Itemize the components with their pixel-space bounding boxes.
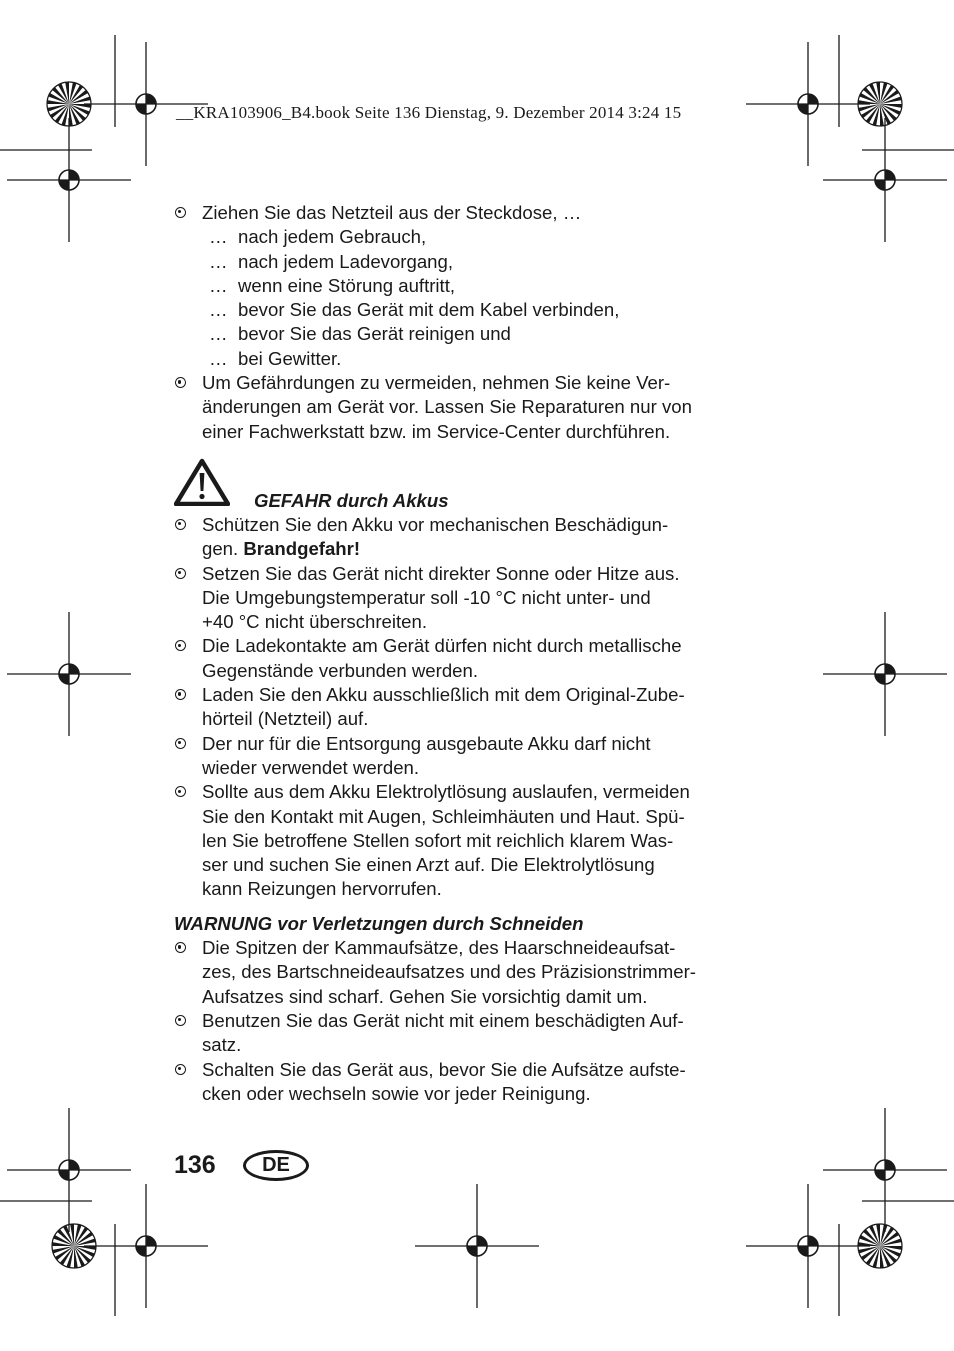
registration-crosshair-icon [415,1184,539,1308]
registration-crosshair-icon [823,1108,947,1232]
bullet-line: änderungen am Gerät vor. Lassen Sie Reparaturen nur von [202,396,692,418]
bullet-line: wieder verwendet werden. [202,756,420,778]
bullet-line: Sollte aus dem Akku Elektrolytlösung auslaufen, vermeiden [202,781,690,803]
ellipsis-marker: … [209,299,228,321]
warning-triangle-icon [174,458,230,506]
sub-item [174,274,734,298]
page-content [174,201,734,1106]
circled-dot-bullet-icon [175,786,186,797]
sub-item [174,347,734,371]
bullet-line: zes, des Bartschneideaufsatzes und des Präzisionstrimmer- [202,961,696,983]
registration-crosshair-icon [7,612,131,736]
bullet-line: Aufsatzes sind scharf. Gehen Sie vorsichtig damit um. [202,985,648,1007]
bullet-line: +40 °C nicht überschreiten. [202,611,428,633]
danger-item [174,683,734,732]
sub-item-text: bevor Sie das Gerät reinigen und [238,323,511,345]
bullet-line: Benutzen Sie das Gerät nicht mit einem beschädigten Auf- [202,1009,684,1031]
sub-item-text: nach jedem Ladevorgang, [238,250,454,272]
ellipsis-marker: … [209,250,228,272]
circled-dot-bullet-icon [175,377,186,388]
registration-crosshair-icon [7,1108,131,1232]
language-badge: DE [243,1150,309,1181]
danger-item [174,732,734,781]
bullet-line: Laden Sie den Akku ausschließlich mit dem Original-Zube- [202,684,685,706]
danger-item [174,780,734,901]
warning-item [174,936,734,1009]
circled-dot-bullet-icon [175,942,186,953]
ellipsis-marker: … [209,323,228,345]
registration-crosshair-icon [823,612,947,736]
circled-dot-bullet-icon [175,1064,186,1075]
circled-dot-bullet-icon [175,689,186,700]
page-number: 136 [174,1151,216,1179]
bullet-line: Sie den Kontakt mit Augen, Schleimhäuten und Haut. Spü- [202,805,685,827]
registration-crosshair-icon [746,42,870,166]
circled-dot-bullet-icon [175,640,186,651]
warning-item [174,1058,734,1107]
ellipsis-marker: … [209,226,228,248]
sub-item-text: bevor Sie das Gerät mit dem Kabel verbinden, [238,299,620,321]
circled-dot-bullet-icon [175,738,186,749]
sub-item-text: wenn eine Störung auftritt, [238,274,456,296]
bullet-line: Die Spitzen der Kammaufsätze, des Haarschneideaufsat- [202,937,676,959]
print-header-line: __KRA103906_B4.book Seite 136 Dienstag, 9. Dezember 2014 3:24 15 [176,103,682,122]
danger-item [174,513,734,562]
registration-crosshair-icon [823,118,947,242]
danger-title: GEFAHR durch Akkus [254,489,449,511]
circled-dot-bullet-icon [175,1015,186,1026]
sub-item [174,298,734,322]
bullet-line: Die Ladekontakte am Gerät dürfen nicht durch metallische [202,635,682,657]
registration-crosshair-icon [746,1184,870,1308]
warning-item [174,1009,734,1058]
bullet-unplug [174,201,734,225]
bullet-line-text: gen. [202,538,244,560]
ellipsis-marker: … [209,274,228,296]
bullet-line: Schützen Sie den Akku vor mechanischen Beschädigun- [202,513,669,535]
danger-heading [174,446,734,513]
bullet-text: Ziehen Sie das Netzteil aus der Steckdose, … [202,202,582,223]
ellipsis-marker: … [209,347,228,369]
registration-crosshair-icon [84,1184,208,1308]
bullet-line: Schalten Sie das Gerät aus, bevor Sie die Aufsätze aufste- [202,1058,686,1080]
bullet-line: Gegenstände verbunden werden. [202,659,479,681]
circled-dot-bullet-icon [175,207,186,218]
bullet-line: len Sie betroffene Stellen sofort mit reichlich klarem Was- [202,829,674,851]
bullet-line: Setzen Sie das Gerät nicht direkter Sonne oder Hitze aus. [202,562,680,584]
bullet-repair [174,371,734,444]
sub-item [174,322,734,346]
circled-dot-bullet-icon [175,568,186,579]
bullet-line: cken oder wechseln sowie vor jeder Reinigung. [202,1082,591,1104]
bullet-line: Der nur für die Entsorgung ausgebaute Akku darf nicht [202,732,651,754]
bullet-line: ser und suchen Sie einen Arzt auf. Die Elektrolytlösung [202,854,655,876]
sub-item [174,225,734,249]
bullet-line: satz. [202,1034,242,1056]
sub-item [174,250,734,274]
bullet-line: hörteil (Netzteil) auf. [202,708,369,730]
danger-item [174,634,734,683]
registration-crosshair-icon [7,118,131,242]
sub-item-text: bei Gewitter. [238,347,342,369]
fire-hazard-emphasis: Brandgefahr! [243,538,361,560]
bullet-line [202,537,734,561]
sub-item-text: nach jedem Gebrauch, [238,226,427,248]
bullet-line: Um Gefährdungen zu vermeiden, nehmen Sie keine Ver- [202,372,671,394]
danger-item [174,562,734,635]
bullet-line: einer Fachwerkstatt bzw. im Service-Center durchführen. [202,420,671,442]
warning-title: WARNUNG vor Verletzungen durch Schneiden [174,912,584,934]
circled-dot-bullet-icon [175,519,186,530]
bullet-line: kann Reizungen hervorrufen. [202,878,442,900]
bullet-line: Die Umgebungstemperatur soll -10 °C nicht unter- und [202,586,651,608]
